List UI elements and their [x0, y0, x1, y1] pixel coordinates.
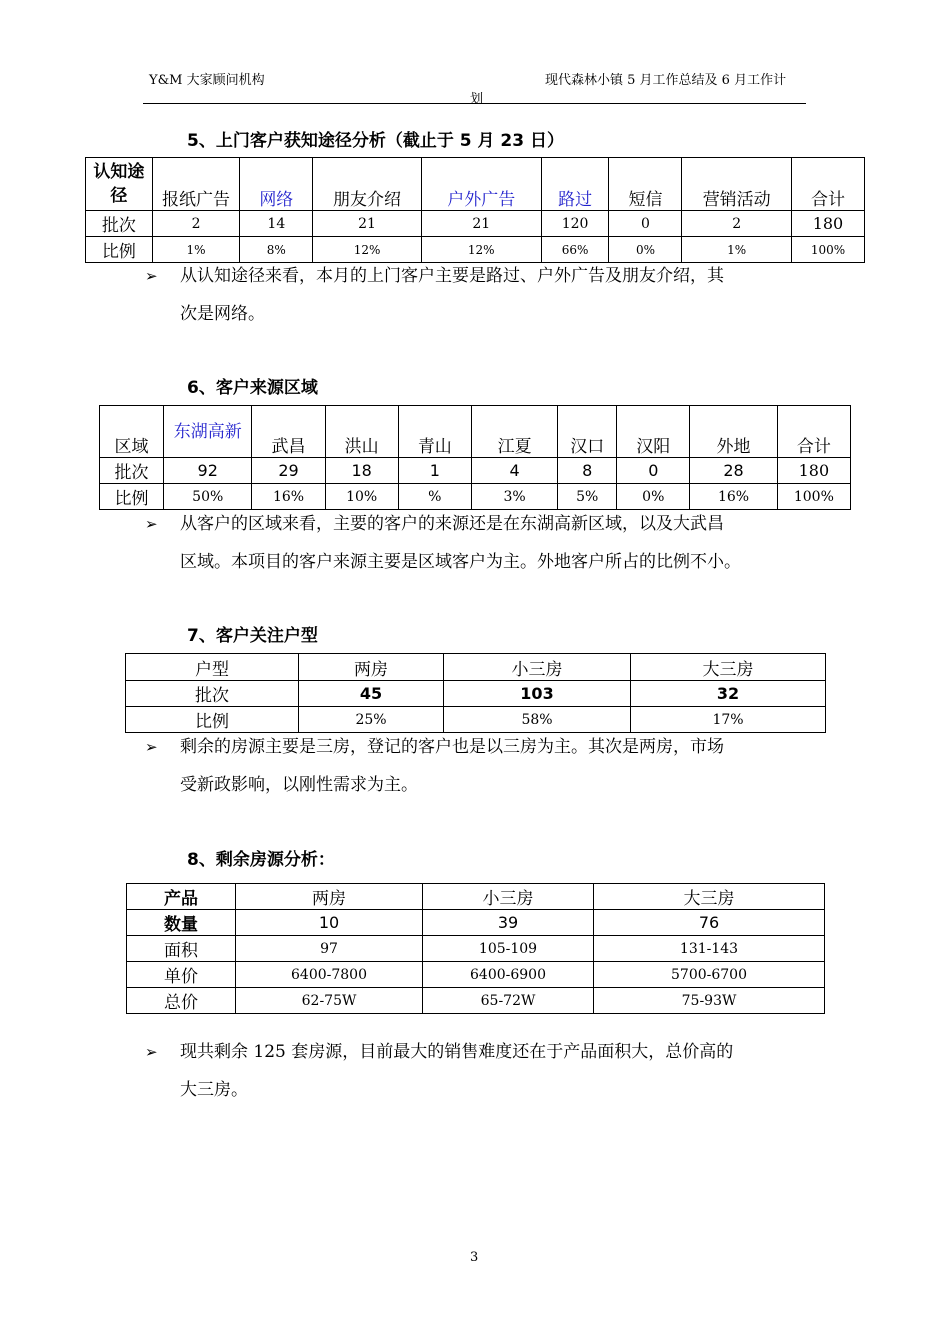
table-cell: 180 [791, 211, 864, 237]
table-cell: 8% [240, 237, 313, 263]
table-cell: 批次 [86, 211, 153, 237]
table-cell: 16% [690, 484, 777, 510]
table-cell: 21 [421, 211, 541, 237]
table-cell: 58% [444, 707, 631, 733]
bullet-line: 受新政影响，以刚性需求为主。 [180, 775, 418, 795]
table-cell: 6400-7800 [236, 962, 423, 988]
table-cell: 青山 [398, 406, 471, 458]
page-number: 3 [470, 1250, 479, 1265]
table-cell: 报纸广告 [152, 158, 240, 211]
table-cell: 数量 [127, 910, 236, 936]
table-cell: 103 [444, 681, 631, 707]
table-cell: 32 [631, 681, 826, 707]
section-7-title: 7、客户关注户型 [187, 626, 318, 646]
table-cell: 6400-6900 [423, 962, 594, 988]
table-cell: 10 [236, 910, 423, 936]
table-row [100, 484, 851, 510]
table-cell: 1% [682, 237, 791, 263]
table-cell: 16% [252, 484, 325, 510]
table-cell: 21 [313, 211, 421, 237]
header-rule [143, 103, 806, 104]
table-cell: 28 [690, 458, 777, 484]
table-cell: 面积 [127, 936, 236, 962]
region-table [99, 405, 851, 510]
table-cell: 0 [617, 458, 690, 484]
table-cell: 网络 [240, 158, 313, 211]
table-cell: 汉口 [558, 406, 617, 458]
table-cell: 批次 [126, 681, 299, 707]
table-cell: 合计 [791, 158, 864, 211]
arrow-bullet-icon: ➢ [145, 1043, 158, 1061]
arrow-bullet-icon: ➢ [145, 267, 158, 285]
table-cell: 3% [471, 484, 557, 510]
bullet-line: 次是网络。 [180, 304, 265, 324]
table-cell: 2 [152, 211, 240, 237]
table-cell: 产品 [127, 884, 236, 910]
arrow-bullet-icon: ➢ [145, 515, 158, 533]
table-cell: 朋友介绍 [313, 158, 421, 211]
table-cell: 97 [236, 936, 423, 962]
table-cell: 5% [558, 484, 617, 510]
table-cell: 洪山 [325, 406, 398, 458]
table-cell: 两房 [299, 654, 444, 681]
table-cell: 66% [541, 237, 609, 263]
table-cell: 10% [325, 484, 398, 510]
table-row [127, 936, 825, 962]
table-cell: 短信 [609, 158, 682, 211]
table-cell: 14 [240, 211, 313, 237]
table-row [126, 681, 826, 707]
table-row [127, 884, 825, 910]
table-cell: 户型 [126, 654, 299, 681]
table-cell: 12% [313, 237, 421, 263]
bullet-line: 剩余的房源主要是三房，登记的客户也是以三房为主。其次是两房，市场 [180, 737, 724, 757]
header-right-wrap: 划 [470, 92, 484, 107]
table-cell: 0 [609, 211, 682, 237]
bullet-line: 区域。本项目的客户来源主要是区域客户为主。外地客户所占的比例不小。 [180, 552, 741, 572]
table-cell: 18 [325, 458, 398, 484]
table-cell: 8 [558, 458, 617, 484]
table-cell: 路过 [541, 158, 609, 211]
table-cell: 5700-6700 [594, 962, 825, 988]
bullet-line: 从认知途径来看，本月的上门客户主要是路过、户外广告及朋友介绍，其 [180, 266, 724, 286]
table-cell: 认知途径 [86, 158, 153, 211]
table-cell: 合计 [777, 406, 850, 458]
table-cell: 小三房 [423, 884, 594, 910]
table-row [86, 211, 865, 237]
table-cell: 汉阳 [617, 406, 690, 458]
table-cell: 比例 [126, 707, 299, 733]
table-cell: 外地 [690, 406, 777, 458]
table-cell: 62-75W [236, 988, 423, 1014]
header-left: Y&M 大家顾问机构 [149, 73, 265, 88]
table-cell: 单价 [127, 962, 236, 988]
table-cell: 2 [682, 211, 791, 237]
table-cell: 1% [152, 237, 240, 263]
table-cell: 12% [421, 237, 541, 263]
table-cell: 29 [252, 458, 325, 484]
table-row [100, 458, 851, 484]
table-cell: 江夏 [471, 406, 557, 458]
table-cell: 大三房 [631, 654, 826, 681]
table-row [100, 406, 851, 458]
table-cell: 105-109 [423, 936, 594, 962]
table-cell: 120 [541, 211, 609, 237]
table-row [86, 237, 865, 263]
table-cell: 100% [791, 237, 864, 263]
table-row [127, 988, 825, 1014]
table-cell: 17% [631, 707, 826, 733]
table-cell: 0% [609, 237, 682, 263]
table-cell: 4 [471, 458, 557, 484]
table-cell: 东湖高新 [164, 406, 252, 458]
table-cell: 1 [398, 458, 471, 484]
table-cell: 131-143 [594, 936, 825, 962]
bullet-line: 从客户的区域来看，主要的客户的来源还是在东湖高新区域，以及大武昌 [180, 514, 724, 534]
table-cell: 两房 [236, 884, 423, 910]
table-cell: 180 [777, 458, 850, 484]
table-cell: 户外广告 [421, 158, 541, 211]
section-5-title: 5、上门客户获知途径分析（截止于 5 月 23 日） [187, 131, 564, 151]
table-cell: 区域 [100, 406, 164, 458]
table-cell: 25% [299, 707, 444, 733]
inventory-table [126, 883, 825, 1014]
table-cell: 总价 [127, 988, 236, 1014]
table-row [127, 910, 825, 936]
table-cell: 65-72W [423, 988, 594, 1014]
channel-table [85, 157, 865, 263]
table-row [126, 707, 826, 733]
table-cell: 批次 [100, 458, 164, 484]
section-8-title: 8、剩余房源分析： [187, 850, 335, 870]
table-cell: 76 [594, 910, 825, 936]
bullet-line: 现共剩余 125 套房源，目前最大的销售难度还在于产品面积大，总价高的 [180, 1042, 734, 1062]
table-cell: 比例 [86, 237, 153, 263]
table-cell: 45 [299, 681, 444, 707]
table-cell: 75-93W [594, 988, 825, 1014]
table-cell: % [398, 484, 471, 510]
table-cell: 营销活动 [682, 158, 791, 211]
table-cell: 0% [617, 484, 690, 510]
table-row [126, 654, 826, 681]
arrow-bullet-icon: ➢ [145, 738, 158, 756]
table-cell: 比例 [100, 484, 164, 510]
table-cell: 92 [164, 458, 252, 484]
bullet-line: 大三房。 [180, 1080, 248, 1100]
section-6-title: 6、客户来源区域 [187, 378, 318, 398]
table-cell: 50% [164, 484, 252, 510]
header-right: 现代森林小镇 5 月工作总结及 6 月工作计 [545, 73, 787, 88]
table-row [86, 158, 865, 211]
table-cell: 武昌 [252, 406, 325, 458]
table-row [127, 962, 825, 988]
table-cell: 39 [423, 910, 594, 936]
table-cell: 大三房 [594, 884, 825, 910]
unit-type-table [125, 653, 826, 733]
table-cell: 100% [777, 484, 850, 510]
table-cell: 小三房 [444, 654, 631, 681]
